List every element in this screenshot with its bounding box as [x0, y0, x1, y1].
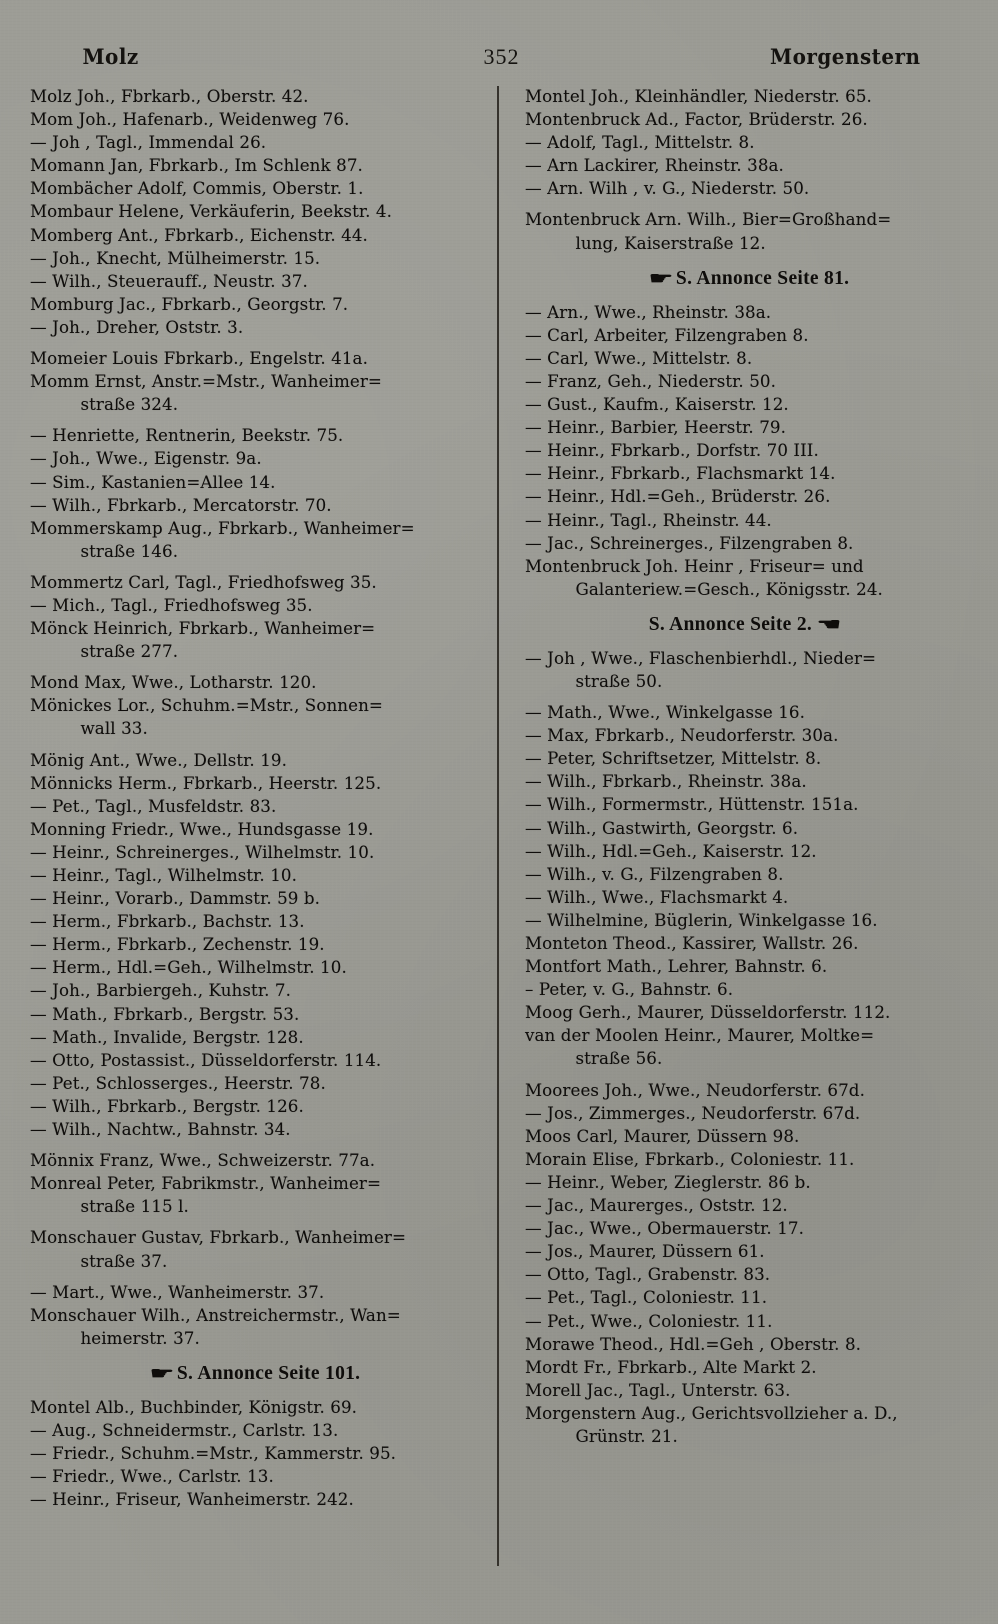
directory-entry: — Henriette, Rentnerin, Beekstr. 75.: [30, 426, 344, 447]
directory-entry: heimerstr. 37.: [80, 1328, 200, 1349]
annonce-text: S. Annonce Seite 2.: [648, 613, 813, 635]
directory-entry: — Wilh., v. G., Filzengraben 8.: [525, 864, 784, 885]
directory-entry: — Otto, Postassist., Düsseldorferstr. 114.: [30, 1050, 382, 1071]
right-entries-bottom: [525, 648, 968, 1448]
directory-entry: Mombaur Helene, Verkäuferin, Beekstr. 4.: [30, 202, 393, 223]
directory-entry: — Otto, Tagl., Grabenstr. 83.: [525, 1265, 771, 1286]
directory-entry: Montenbruck Ad., Factor, Brüderstr. 26.: [525, 110, 868, 131]
directory-entry: — Aug., Schneidermstr., Carlstr. 13.: [30, 1420, 339, 1441]
directory-entry: straße 37.: [80, 1251, 168, 1272]
directory-entry: wall 33.: [80, 719, 148, 740]
directory-entry: straße 146.: [80, 541, 179, 562]
directory-entry: — Wilh., Formermstr., Hüttenstr. 151a.: [525, 795, 859, 816]
columns-container: [30, 86, 968, 1566]
directory-entry: — Heinr., Schreinerges., Wilhelmstr. 10.: [30, 842, 375, 863]
directory-entry: — Pet., Wwe., Coloniestr. 11.: [525, 1311, 773, 1332]
directory-entry: — Arn., Wwe., Rheinstr. 38a.: [525, 302, 772, 323]
directory-entry: — Wilh., Fbrkarb., Bergstr. 126.: [30, 1096, 304, 1117]
directory-entry: Montenbruck Joh. Heinr , Friseur= und: [525, 556, 864, 577]
annonce-note-101: [30, 1363, 475, 1385]
left-column: [30, 86, 499, 1566]
directory-entry: Monreal Peter, Fabrikmstr., Wanheimer=: [30, 1174, 382, 1195]
directory-entry: Montel Alb., Buchbinder, Königstr. 69.: [30, 1397, 358, 1418]
directory-entry: straße 56.: [575, 1049, 663, 1070]
directory-entry: — Herm., Hdl.=Geh., Wilhelmstr. 10.: [30, 958, 347, 979]
left-entries-top: [30, 86, 475, 1350]
directory-entry: — Carl, Arbeiter, Filzengraben 8.: [525, 325, 809, 346]
directory-entry: Montel Joh., Kleinhändler, Niederstr. 65.: [525, 87, 872, 107]
annonce-text: S. Annonce Seite 81.: [675, 267, 850, 289]
annonce-note-2: [525, 614, 968, 636]
directory-entry: Mommertz Carl, Tagl., Friedhofsweg 35.: [30, 572, 377, 593]
annonce-text: S. Annonce Seite 101.: [176, 1362, 361, 1384]
directory-entry: Molz Joh., Fbrkarb., Oberstr. 42.: [30, 87, 309, 107]
directory-entry: Monschauer Wilh., Anstreichermstr., Wan=: [30, 1305, 401, 1326]
directory-entry: — Jac., Wwe., Obermauerstr. 17.: [525, 1219, 805, 1240]
directory-entry: — Joh., Knecht, Mülheimerstr. 15.: [30, 248, 321, 269]
right-entries-mid: [525, 302, 968, 601]
directory-entry: — Gust., Kaufm., Kaiserstr. 12.: [525, 395, 789, 416]
directory-entry: Mönck Heinrich, Fbrkarb., Wanheimer=: [30, 619, 376, 640]
directory-entry: — Heinr., Vorarb., Dammstr. 59 b.: [30, 889, 321, 910]
directory-entry: straße 277.: [80, 642, 179, 663]
directory-entry: — Wilh., Hdl.=Geh., Kaiserstr. 12.: [525, 841, 817, 862]
directory-entry: — Heinr., Barbier, Heerstr. 79.: [525, 418, 787, 439]
directory-entry: — Jos., Maurer, Düssern 61.: [525, 1242, 765, 1263]
directory-entry: Montfort Math., Lehrer, Bahnstr. 6.: [525, 957, 828, 978]
directory-entry: — Math., Invalide, Bergstr. 128.: [30, 1027, 304, 1048]
directory-entry: Moog Gerh., Maurer, Düsseldorferstr. 112.: [525, 1003, 891, 1024]
directory-entry: Monning Friedr., Wwe., Hundsgasse 19.: [30, 819, 374, 840]
directory-entry: — Joh , Wwe., Flaschenbierhdl., Nieder=: [525, 648, 877, 669]
directory-entry: — Wilh., Nachtw., Bahnstr. 34.: [30, 1120, 291, 1141]
directory-entry: — Joh , Tagl., Immendal 26.: [30, 133, 267, 154]
directory-entry: — Herm., Fbrkarb., Zechenstr. 19.: [30, 935, 325, 956]
directory-entry: — Heinr., Fbrkarb., Dorfstr. 70 III.: [525, 441, 819, 462]
directory-entry: — Wilh., Fbrkarb., Mercatorstr. 70.: [30, 495, 332, 516]
directory-entry: Galanteriew.=Gesch., Königsstr. 24.: [575, 579, 883, 600]
directory-entry: — Heinr., Weber, Zieglerstr. 86 b.: [525, 1172, 811, 1193]
directory-entry: Mond Max, Wwe., Lotharstr. 120.: [30, 673, 317, 694]
directory-entry: — Wilh., Gastwirth, Georgstr. 6.: [525, 818, 799, 839]
directory-entry: Mordt Fr., Fbrkarb., Alte Markt 2.: [525, 1357, 817, 1378]
directory-entry: — Heinr., Tagl., Wilhelmstr. 10.: [30, 866, 298, 886]
pointing-hand-icon: ☛: [149, 1364, 173, 1384]
directory-entry: — Joh., Dreher, Oststr. 3.: [30, 317, 244, 338]
directory-entry: Morain Elise, Fbrkarb., Coloniestr. 11.: [525, 1149, 855, 1170]
directory-entry: Mönickes Lor., Schuhm.=Mstr., Sonnen=: [30, 696, 383, 717]
directory-entry: — Pet., Schlosserges., Heerstr. 78.: [30, 1073, 326, 1094]
directory-entry: Mombächer Adolf, Commis, Oberstr. 1.: [30, 179, 364, 200]
directory-entry: Morgenstern Aug., Gerichtsvollzieher a. D.,: [525, 1403, 898, 1424]
directory-entry: Momeier Louis Fbrkarb., Engelstr. 41a.: [30, 349, 368, 370]
directory-entry: – Peter, v. G., Bahnstr. 6.: [525, 980, 734, 1001]
directory-entry: — Heinr., Fbrkarb., Flachsmarkt 14.: [525, 464, 836, 485]
pointing-hand-icon: ☛: [648, 269, 672, 289]
directory-entry: Momburg Jac., Fbrkarb., Georgstr. 7.: [30, 294, 349, 315]
directory-entry: — Wilh., Wwe., Flachsmarkt 4.: [525, 887, 789, 908]
directory-entry: — Arn Lackirer, Rheinstr. 38a.: [525, 156, 784, 177]
directory-entry: — Adolf, Tagl., Mittelstr. 8.: [525, 133, 755, 154]
directory-entry: — Wilh., Steuerauff., Neustr. 37.: [30, 271, 308, 292]
directory-entry: — Jos., Zimmerges., Neudorferstr. 67d.: [525, 1103, 861, 1124]
directory-entry: van der Moolen Heinr., Maurer, Moltke=: [525, 1026, 875, 1047]
directory-entry: — Jac., Schreinerges., Filzengraben 8.: [525, 533, 854, 554]
directory-entry: Mommerskamp Aug., Fbrkarb., Wanheimer=: [30, 518, 415, 539]
page-number: 352: [483, 44, 520, 69]
directory-entry: Mönnix Franz, Wwe., Schweizerstr. 77a.: [30, 1151, 376, 1172]
directory-entry: straße 324.: [80, 395, 179, 416]
directory-entry: — Mart., Wwe., Wanheimerstr. 37.: [30, 1282, 325, 1303]
directory-entry: — Joh., Wwe., Eigenstr. 9a.: [30, 449, 262, 470]
directory-entry: — Heinr., Friseur, Wanheimerstr. 242.: [30, 1490, 354, 1511]
directory-entry: Moos Carl, Maurer, Düssern 98.: [525, 1126, 800, 1147]
directory-entry: — Franz, Geh., Niederstr. 50.: [525, 371, 777, 392]
directory-entry: Morell Jac., Tagl., Unterstr. 63.: [525, 1380, 791, 1401]
directory-entry: Mom Joh., Hafenarb., Weidenweg 76.: [30, 110, 350, 131]
directory-entry: — Heinr., Tagl., Rheinstr. 44.: [525, 510, 772, 531]
pointing-hand-icon: ☚: [816, 615, 840, 635]
annonce-note-81: [525, 268, 968, 290]
directory-entry: — Joh., Barbiergeh., Kuhstr. 7.: [30, 981, 291, 1002]
directory-entry: — Carl, Wwe., Mittelstr. 8.: [525, 348, 753, 369]
directory-entry: — Pet., Tagl., Musfeldstr. 83.: [30, 796, 277, 817]
directory-entry: — Sim., Kastanien=Allee 14.: [30, 472, 276, 493]
directory-entry: — Arn. Wilh , v. G., Niederstr. 50.: [525, 179, 810, 200]
directory-entry: straße 50.: [575, 671, 663, 692]
directory-entry: — Friedr., Schuhm.=Mstr., Kammerstr. 95.: [30, 1444, 397, 1465]
right-column: [499, 86, 968, 1566]
right-entries-top: [525, 86, 968, 255]
directory-entry: — Math., Wwe., Winkelgasse 16.: [525, 703, 806, 724]
directory-entry: — Mich., Tagl., Friedhofsweg 35.: [30, 595, 313, 616]
directory-entry: Momann Jan, Fbrkarb., Im Schlenk 87.: [30, 156, 363, 177]
directory-entry: — Math., Fbrkarb., Bergstr. 53.: [30, 1004, 300, 1025]
header-right-catchword: Morgenstern: [770, 44, 921, 69]
directory-entry: Momm Ernst, Anstr.=Mstr., Wanheimer=: [30, 372, 382, 393]
directory-entry: straße 115 l.: [80, 1197, 189, 1218]
directory-entry: Mönnicks Herm., Fbrkarb., Heerstr. 125.: [30, 773, 382, 794]
directory-entry: — Peter, Schriftsetzer, Mittelstr. 8.: [525, 749, 822, 770]
directory-entry: — Wilh., Fbrkarb., Rheinstr. 38a.: [525, 772, 807, 793]
directory-entry: Momberg Ant., Fbrkarb., Eichenstr. 44.: [30, 225, 368, 246]
directory-entry: Morawe Theod., Hdl.=Geh , Oberstr. 8.: [525, 1334, 862, 1355]
directory-entry: — Herm., Fbrkarb., Bachstr. 13.: [30, 912, 305, 933]
directory-entry: Moorees Joh., Wwe., Neudorferstr. 67d.: [525, 1080, 865, 1101]
page-header: [30, 44, 968, 70]
directory-entry: Montenbruck Arn. Wilh., Bier=Großhand=: [525, 210, 892, 231]
directory-entry: Grünstr. 21.: [575, 1426, 678, 1447]
directory-entry: — Wilhelmine, Büglerin, Winkelgasse 16.: [525, 910, 878, 931]
directory-entry: Monteton Theod., Kassirer, Wallstr. 26.: [525, 934, 859, 954]
directory-entry: Monschauer Gustav, Fbrkarb., Wanheimer=: [30, 1228, 407, 1249]
directory-entry: — Friedr., Wwe., Carlstr. 13.: [30, 1467, 274, 1488]
directory-entry: — Heinr., Hdl.=Geh., Brüderstr. 26.: [525, 487, 831, 508]
header-left-catchword: Molz: [82, 44, 139, 69]
directory-entry: — Max, Fbrkarb., Neudorferstr. 30a.: [525, 726, 839, 747]
left-entries-bottom: [30, 1397, 475, 1511]
directory-entry: — Jac., Maurerges., Oststr. 12.: [525, 1196, 788, 1217]
directory-entry: Mönig Ant., Wwe., Dellstr. 19.: [30, 750, 288, 771]
directory-entry: lung, Kaiserstraße 12.: [575, 233, 766, 254]
directory-entry: — Pet., Tagl., Coloniestr. 11.: [525, 1288, 768, 1309]
